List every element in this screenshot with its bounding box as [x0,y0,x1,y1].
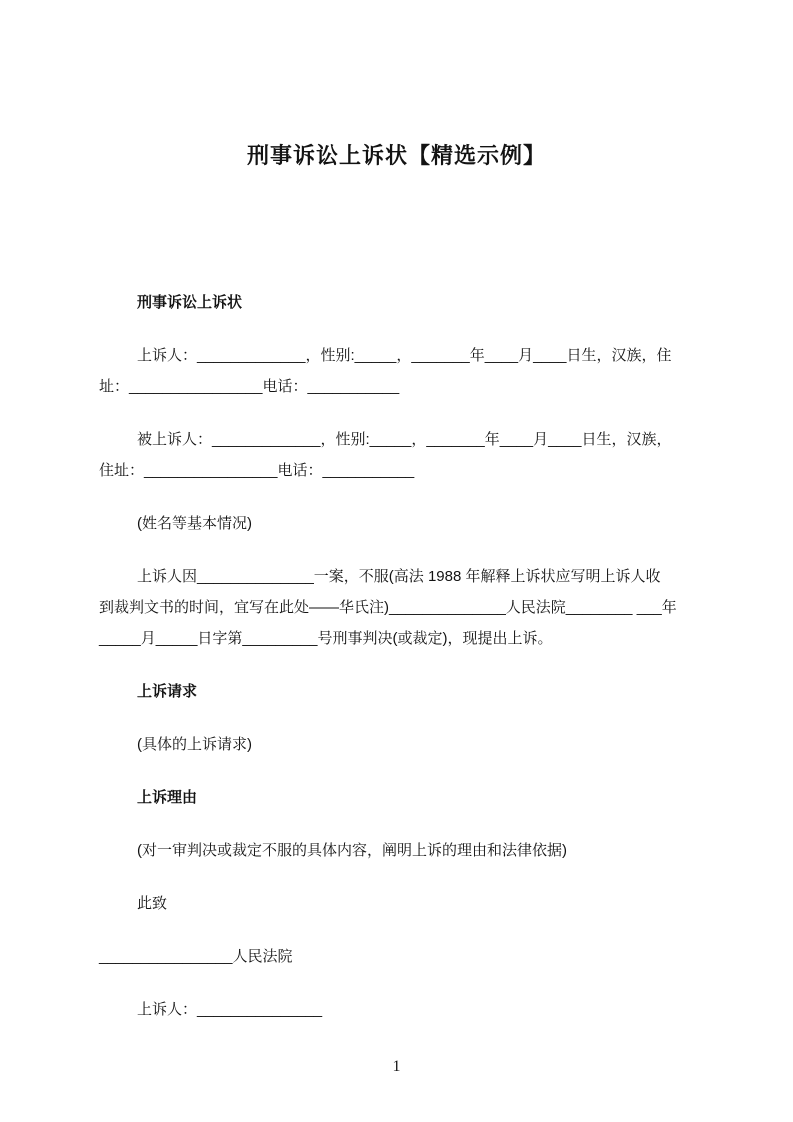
appeal-reason-note-paragraph [99,835,694,866]
appeal-reason-heading-paragraph [99,782,694,813]
court-line-paragraph [99,941,694,972]
appeal-reason-note: (对一审判决或裁定不服的具体内容，阐明上诉的理由和法律依据) [137,842,567,859]
appeal-request-heading: 上诉请求 [137,683,198,700]
salutation-paragraph [99,888,694,919]
appellant-paragraph [99,340,694,402]
appellant-signature-line: 上诉人：_______________ [137,1001,323,1018]
case-intro-line-3: _____月_____日字第_________号刑事判决(或裁定)，现提出上诉。 [99,630,553,647]
basic-info-note-paragraph [99,508,694,539]
case-intro-line-2: 到裁判文书的时间，宜写在此处——华氏注)______________人民法院________ ___年 [99,599,677,616]
document-title: 刑事诉讼上诉状【精选示例】 [246,143,546,168]
basic-info-note: (姓名等基本情况) [137,515,252,532]
court-name-line: ________________人民法院 [99,948,293,965]
appellee-line-1: 被上诉人：_____________，性别:_____，_______年____月____日生，汉族， [137,431,672,448]
page-number: 1 [392,1058,401,1075]
case-intro-paragraph [99,561,694,654]
subtitle-paragraph [99,287,694,318]
appeal-request-heading-paragraph [99,676,694,707]
appellee-paragraph [99,424,694,486]
appeal-request-note-paragraph [99,729,694,760]
case-intro-line-1: 上诉人因______________一案，不服(高法 1988 年解释上诉状应写明上诉人收 [137,568,661,585]
appeal-request-note: (具体的上诉请求) [137,736,252,753]
signature-paragraph [99,994,694,1025]
salutation-text: 此致 [137,895,168,912]
appellant-line-1: 上诉人：_____________，性别:_____，_______年____月____日生，汉族，住 [137,347,672,364]
appellant-line-2: 址：________________电话：___________ [99,378,400,395]
appellee-line-2: 住址：________________电话：___________ [99,462,415,479]
appeal-reason-heading: 上诉理由 [137,789,198,806]
document-subtitle: 刑事诉讼上诉状 [137,294,243,311]
